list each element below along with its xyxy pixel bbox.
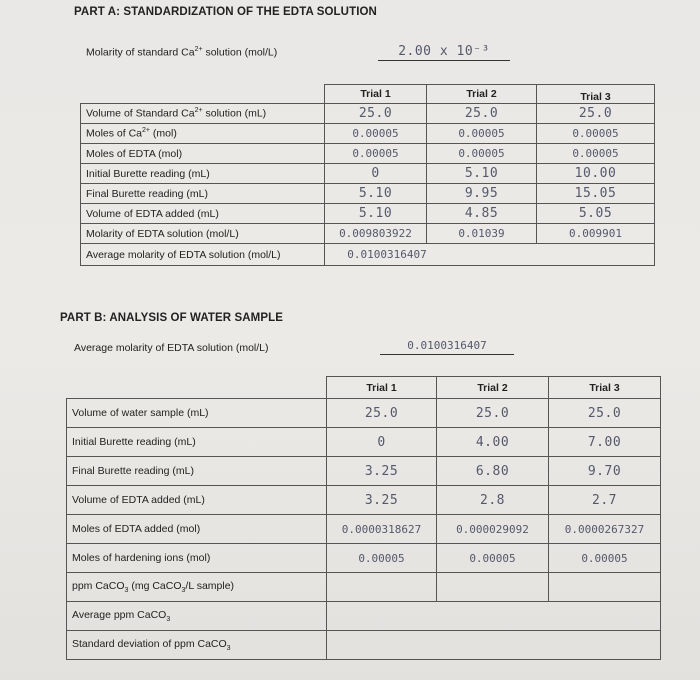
table-row: Average molarity of EDTA solution (mol/L) 0.0100316407 bbox=[81, 244, 655, 266]
col-trial-2: Trial 2 bbox=[427, 85, 537, 104]
table-header-row bbox=[67, 377, 661, 399]
col-trial-1: Trial 1 bbox=[327, 377, 437, 399]
table-row: Volume of Standard $Ca^{2+}$ solution (mL) 25.0 25.0 25.0 bbox=[81, 104, 655, 124]
avg-molarity-value: 0.0100316407 bbox=[347, 248, 427, 261]
table-row: Volume of water sample (mL) 25.0 25.0 25.0 bbox=[67, 399, 661, 428]
table-row: Average ppm CaCO$_3$ bbox=[67, 602, 661, 631]
col-trial-3: Trial 3 bbox=[537, 85, 655, 104]
ca-molarity-label: Molarity of standard $Ca^{2+}$ solution (mol/L) bbox=[86, 46, 278, 59]
edta-avg-field[interactable] bbox=[380, 336, 514, 355]
col-trial-3: Trial 3 bbox=[549, 377, 661, 399]
table-row: Molarity of EDTA solution (mol/L) 0.009803922 0.01039 0.009901 bbox=[81, 224, 655, 244]
table-row: ppm CaCO$_3$ (mg CaCO$_3$/L sample) bbox=[67, 573, 661, 602]
col-trial-2: Trial 2 bbox=[437, 377, 549, 399]
ca-molarity-field[interactable] bbox=[378, 42, 510, 61]
table-row: Final Burette reading (mL) 5.10 9.95 15.05 bbox=[81, 184, 655, 204]
table-part-a bbox=[80, 84, 655, 266]
part-b-title: PART B: ANALYSIS OF WATER SAMPLE bbox=[60, 312, 283, 324]
ca-molarity-value: 2.00 x 10⁻³ bbox=[398, 44, 490, 59]
table-row: Moles of EDTA (mol) 0.00005 0.00005 0.00005 bbox=[81, 144, 655, 164]
edta-avg-label: Average molarity of EDTA solution (mol/L) bbox=[74, 342, 269, 354]
table-row: Initial Burette reading (mL) 0 5.10 10.00 bbox=[81, 164, 655, 184]
table-row: Volume of EDTA added (mL) 3.25 2.8 2.7 bbox=[67, 486, 661, 515]
table-row: Moles of hardening ions (mol) 0.00005 0.00005 0.00005 bbox=[67, 544, 661, 573]
table-row: Volume of EDTA added (mL) 5.10 4.85 5.05 bbox=[81, 204, 655, 224]
table-row: Standard deviation of ppm CaCO$_3$ bbox=[67, 631, 661, 660]
table-row: Moles of EDTA added (mol) 0.0000318627 0.000029092 0.0000267327 bbox=[67, 515, 661, 544]
edta-avg-value: 0.0100316407 bbox=[407, 339, 487, 352]
table-part-b bbox=[66, 376, 661, 660]
table-row: Moles of $Ca^{2+}$ (mol) 0.00005 0.00005 0.00005 bbox=[81, 124, 655, 144]
table-row: Initial Burette reading (mL) 0 4.00 7.00 bbox=[67, 428, 661, 457]
col-trial-1: Trial 1 bbox=[325, 85, 427, 104]
part-a-title: PART A: STANDARDIZATION OF THE EDTA SOLUTION bbox=[74, 6, 377, 18]
table-header-row bbox=[81, 85, 655, 104]
table-row: Final Burette reading (mL) 3.25 6.80 9.70 bbox=[67, 457, 661, 486]
